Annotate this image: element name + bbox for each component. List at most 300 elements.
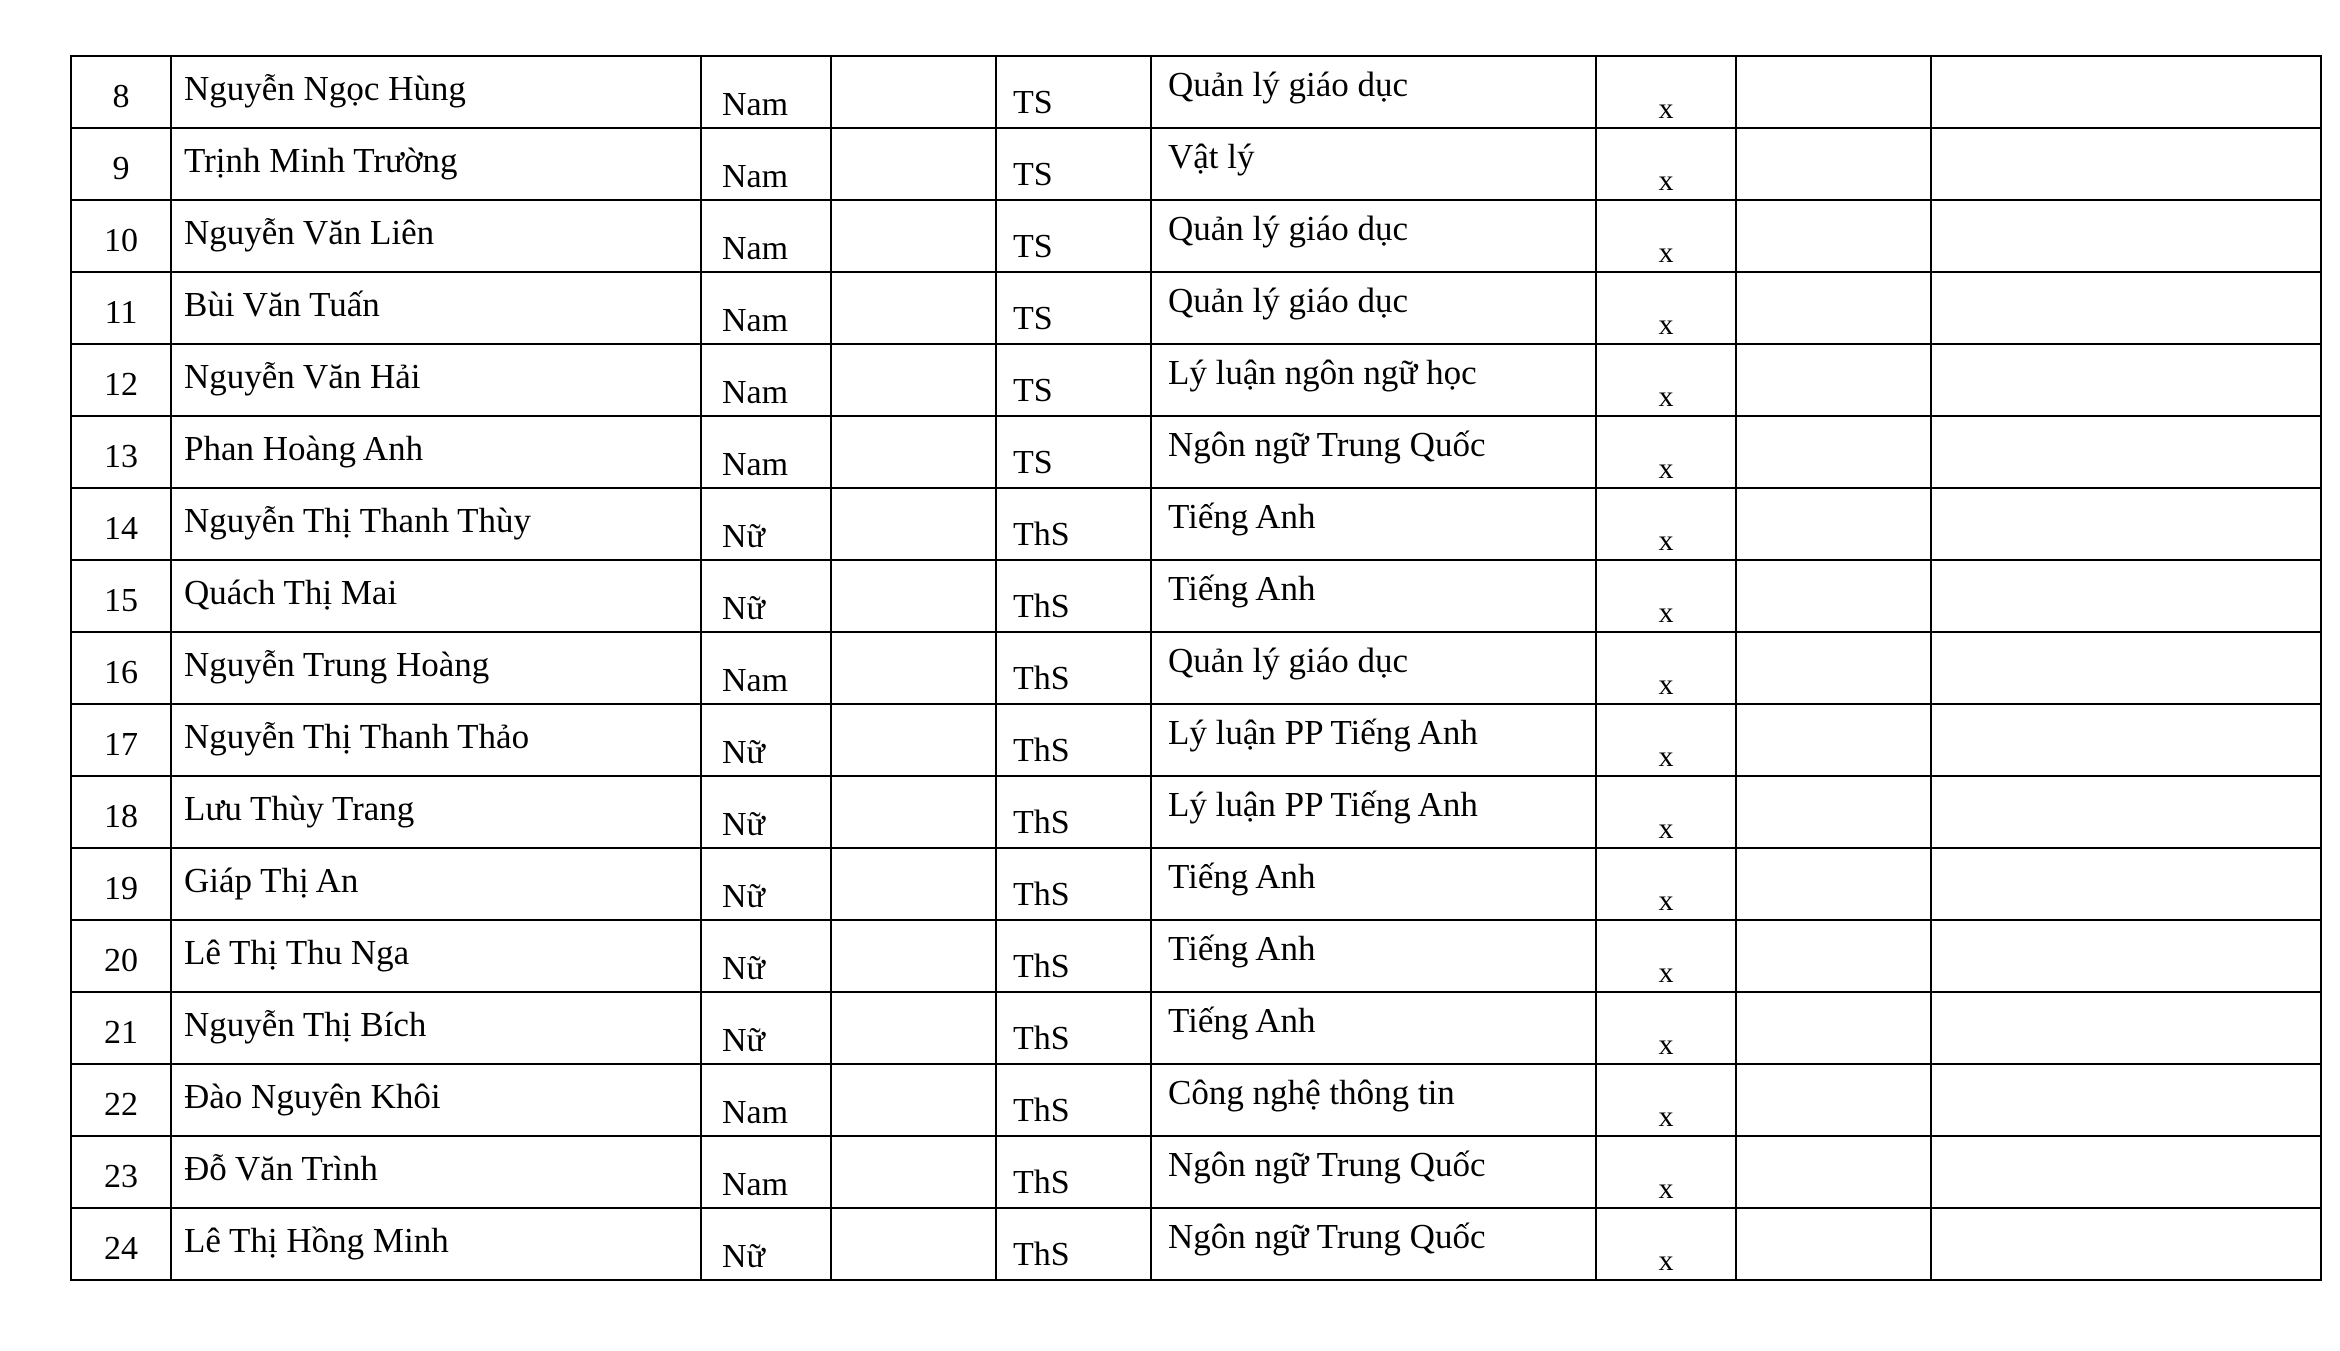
cell-name-text: Quách Thị Mai (184, 573, 398, 612)
table-row (71, 920, 2321, 992)
cell-mark-text: x (1658, 740, 1674, 773)
cell-name (171, 344, 701, 416)
cell-mark-text: x (1658, 308, 1674, 341)
cell-blank-3-text (1932, 777, 2320, 847)
cell-degree-text: ThS (1013, 516, 1070, 553)
cell-mark-text: x (1658, 524, 1674, 557)
cell-blank-3-text (1932, 849, 2320, 919)
cell-gender (701, 1208, 831, 1280)
staff-table (70, 55, 2322, 1281)
cell-blank-3-text (1932, 273, 2320, 343)
cell-blank-3 (1931, 1136, 2321, 1208)
cell-blank-1 (831, 704, 996, 776)
cell-name (171, 1064, 701, 1136)
cell-blank-2 (1736, 56, 1931, 128)
cell-blank-3-text (1932, 1137, 2320, 1207)
table-row (71, 1208, 2321, 1280)
cell-blank-2-text (1737, 705, 1930, 775)
cell-blank-2 (1736, 848, 1931, 920)
cell-name (171, 56, 701, 128)
cell-blank-2-text (1737, 201, 1930, 271)
cell-blank-1-text (832, 633, 995, 703)
cell-blank-3 (1931, 344, 2321, 416)
cell-gender-text: Nữ (722, 806, 765, 843)
cell-gender-text: Nam (722, 86, 789, 123)
cell-mark-text: x (1658, 92, 1674, 125)
cell-blank-1-text (832, 417, 995, 487)
cell-stt-text: 8 (112, 78, 130, 115)
table-row (71, 56, 2321, 128)
cell-blank-3 (1931, 200, 2321, 272)
cell-stt-text: 19 (104, 870, 138, 907)
cell-mark (1596, 272, 1736, 344)
cell-mark (1596, 200, 1736, 272)
cell-stt (71, 848, 171, 920)
cell-name (171, 560, 701, 632)
cell-blank-2 (1736, 272, 1931, 344)
cell-degree-text: TS (1013, 444, 1053, 481)
table-row (71, 488, 2321, 560)
cell-gender-text: Nam (722, 230, 789, 267)
cell-name-text: Lê Thị Hồng Minh (184, 1221, 449, 1260)
cell-stt (71, 776, 171, 848)
cell-major (1151, 992, 1596, 1064)
cell-mark (1596, 560, 1736, 632)
cell-mark (1596, 416, 1736, 488)
cell-name (171, 1208, 701, 1280)
cell-blank-3 (1931, 128, 2321, 200)
cell-mark-text: x (1658, 236, 1674, 269)
cell-major (1151, 56, 1596, 128)
cell-blank-1-text (832, 273, 995, 343)
cell-blank-2-text (1737, 417, 1930, 487)
cell-gender (701, 632, 831, 704)
cell-major-text: Tiếng Anh (1168, 857, 1316, 896)
cell-mark (1596, 848, 1736, 920)
cell-degree-text: ThS (1013, 732, 1070, 769)
cell-major (1151, 704, 1596, 776)
cell-name-text: Nguyễn Thị Thanh Thảo (184, 717, 530, 756)
cell-degree (996, 704, 1151, 776)
cell-blank-2-text (1737, 849, 1930, 919)
cell-stt-text: 12 (104, 366, 138, 403)
cell-gender (701, 1064, 831, 1136)
cell-mark-text: x (1658, 812, 1674, 845)
cell-stt (71, 704, 171, 776)
cell-stt (71, 128, 171, 200)
cell-mark (1596, 992, 1736, 1064)
cell-blank-3-text (1932, 633, 2320, 703)
cell-name (171, 704, 701, 776)
cell-blank-3-text (1932, 921, 2320, 991)
cell-blank-1-text (832, 705, 995, 775)
cell-degree-text: TS (1013, 84, 1053, 121)
cell-blank-2-text (1737, 273, 1930, 343)
cell-major (1151, 1136, 1596, 1208)
cell-blank-3 (1931, 776, 2321, 848)
cell-blank-3 (1931, 272, 2321, 344)
cell-blank-1-text (832, 561, 995, 631)
cell-mark (1596, 920, 1736, 992)
cell-stt-text: 17 (104, 726, 138, 763)
cell-mark-text: x (1658, 1100, 1674, 1133)
cell-blank-1 (831, 344, 996, 416)
cell-mark-text: x (1658, 596, 1674, 629)
cell-blank-2 (1736, 776, 1931, 848)
cell-degree-text: ThS (1013, 1164, 1070, 1201)
cell-stt-text: 16 (104, 654, 138, 691)
cell-stt-text: 18 (104, 798, 138, 835)
cell-mark-text: x (1658, 164, 1674, 197)
cell-name-text: Nguyễn Ngọc Hùng (184, 69, 466, 108)
cell-mark-text: x (1658, 1244, 1674, 1277)
cell-degree (996, 344, 1151, 416)
cell-blank-3 (1931, 416, 2321, 488)
cell-blank-2 (1736, 200, 1931, 272)
cell-stt (71, 1064, 171, 1136)
cell-major (1151, 632, 1596, 704)
cell-blank-1-text (832, 777, 995, 847)
cell-blank-1-text (832, 993, 995, 1063)
cell-blank-2-text (1737, 921, 1930, 991)
cell-major (1151, 128, 1596, 200)
cell-gender-text: Nam (722, 662, 789, 699)
cell-major-text: Lý luận PP Tiếng Anh (1168, 785, 1478, 824)
table-row (71, 848, 2321, 920)
cell-gender (701, 560, 831, 632)
cell-major (1151, 272, 1596, 344)
cell-blank-3-text (1932, 417, 2320, 487)
cell-name (171, 632, 701, 704)
cell-degree (996, 1136, 1151, 1208)
cell-gender-text: Nữ (722, 590, 765, 627)
cell-major-text: Quản lý giáo dục (1168, 281, 1409, 320)
cell-degree-text: ThS (1013, 948, 1070, 985)
cell-blank-3 (1931, 488, 2321, 560)
table-row (71, 776, 2321, 848)
cell-name-text: Nguyễn Trung Hoàng (184, 645, 490, 684)
cell-major-text: Ngôn ngữ Trung Quốc (1168, 425, 1486, 464)
cell-gender-text: Nữ (722, 878, 765, 915)
cell-blank-3 (1931, 632, 2321, 704)
cell-major-text: Quản lý giáo dục (1168, 641, 1409, 680)
cell-blank-3-text (1932, 489, 2320, 559)
table-row (71, 992, 2321, 1064)
cell-name-text: Lưu Thùy Trang (184, 789, 415, 828)
cell-blank-3-text (1932, 561, 2320, 631)
cell-major-text: Tiếng Anh (1168, 1001, 1316, 1040)
cell-degree (996, 848, 1151, 920)
cell-name (171, 200, 701, 272)
cell-degree (996, 200, 1151, 272)
cell-degree (996, 776, 1151, 848)
cell-stt (71, 632, 171, 704)
cell-gender (701, 56, 831, 128)
cell-degree-text: ThS (1013, 1236, 1070, 1273)
cell-name (171, 272, 701, 344)
cell-blank-2 (1736, 344, 1931, 416)
cell-stt-text: 24 (104, 1230, 138, 1267)
table-row (71, 1064, 2321, 1136)
cell-stt (71, 920, 171, 992)
cell-blank-2 (1736, 1136, 1931, 1208)
table-row (71, 272, 2321, 344)
cell-mark-text: x (1658, 956, 1674, 989)
cell-degree (996, 128, 1151, 200)
cell-major-text: Lý luận PP Tiếng Anh (1168, 713, 1478, 752)
cell-name-text: Phan Hoàng Anh (184, 429, 424, 468)
cell-gender (701, 416, 831, 488)
cell-major (1151, 416, 1596, 488)
table-row (71, 344, 2321, 416)
cell-stt (71, 560, 171, 632)
cell-stt-text: 20 (104, 942, 138, 979)
cell-stt (71, 1208, 171, 1280)
cell-blank-1 (831, 488, 996, 560)
cell-degree-text: TS (1013, 228, 1053, 265)
cell-stt (71, 344, 171, 416)
cell-gender (701, 488, 831, 560)
cell-blank-3 (1931, 920, 2321, 992)
cell-stt-text: 14 (104, 510, 138, 547)
cell-blank-1 (831, 992, 996, 1064)
cell-major-text: Vật lý (1168, 137, 1255, 176)
cell-gender (701, 200, 831, 272)
cell-major (1151, 1064, 1596, 1136)
cell-stt-text: 22 (104, 1086, 138, 1123)
cell-stt-text: 11 (104, 294, 138, 331)
cell-major-text: Tiếng Anh (1168, 497, 1316, 536)
cell-gender (701, 344, 831, 416)
cell-major (1151, 776, 1596, 848)
cell-blank-3 (1931, 992, 2321, 1064)
cell-gender (701, 272, 831, 344)
cell-mark (1596, 1208, 1736, 1280)
table-row (71, 416, 2321, 488)
cell-blank-1-text (832, 1137, 995, 1207)
cell-name-text: Trịnh Minh Trường (184, 141, 458, 180)
cell-blank-2-text (1737, 1065, 1930, 1135)
cell-major (1151, 200, 1596, 272)
cell-blank-3 (1931, 560, 2321, 632)
cell-stt-text: 15 (104, 582, 138, 619)
cell-gender-text: Nữ (722, 1238, 765, 1275)
cell-blank-3-text (1932, 345, 2320, 415)
cell-gender-text: Nam (722, 1166, 789, 1203)
cell-major-text: Tiếng Anh (1168, 569, 1316, 608)
cell-degree (996, 272, 1151, 344)
cell-stt-text: 9 (112, 150, 130, 187)
cell-name (171, 776, 701, 848)
cell-degree (996, 1064, 1151, 1136)
cell-blank-1-text (832, 849, 995, 919)
cell-degree (996, 632, 1151, 704)
cell-mark (1596, 632, 1736, 704)
cell-name-text: Nguyễn Văn Liên (184, 213, 435, 252)
cell-stt (71, 992, 171, 1064)
cell-blank-3-text (1932, 1065, 2320, 1135)
cell-major (1151, 488, 1596, 560)
cell-stt-text: 21 (104, 1014, 138, 1051)
cell-degree (996, 920, 1151, 992)
cell-blank-2-text (1737, 1137, 1930, 1207)
cell-blank-3 (1931, 56, 2321, 128)
cell-gender (701, 704, 831, 776)
cell-name-text: Bùi Văn Tuấn (184, 285, 380, 324)
cell-gender-text: Nam (722, 1094, 789, 1131)
cell-gender-text: Nam (722, 158, 789, 195)
cell-blank-2 (1736, 920, 1931, 992)
cell-blank-2 (1736, 704, 1931, 776)
cell-blank-2 (1736, 488, 1931, 560)
cell-degree (996, 1208, 1151, 1280)
cell-gender-text: Nam (722, 374, 789, 411)
cell-degree-text: ThS (1013, 588, 1070, 625)
cell-blank-3-text (1932, 57, 2320, 127)
cell-major (1151, 560, 1596, 632)
cell-blank-2 (1736, 560, 1931, 632)
cell-mark-text: x (1658, 1172, 1674, 1205)
cell-mark (1596, 56, 1736, 128)
cell-name-text: Đào Nguyên Khôi (184, 1077, 441, 1116)
cell-blank-3 (1931, 704, 2321, 776)
cell-major-text: Ngôn ngữ Trung Quốc (1168, 1145, 1486, 1184)
cell-blank-1 (831, 632, 996, 704)
table-row (71, 1136, 2321, 1208)
table-row (71, 560, 2321, 632)
cell-degree-text: ThS (1013, 1020, 1070, 1057)
cell-blank-3-text (1932, 993, 2320, 1063)
cell-major-text: Quản lý giáo dục (1168, 209, 1409, 248)
cell-name (171, 848, 701, 920)
cell-gender-text: Nam (722, 446, 789, 483)
cell-blank-1-text (832, 201, 995, 271)
cell-blank-1 (831, 200, 996, 272)
cell-major (1151, 848, 1596, 920)
cell-gender-text: Nữ (722, 734, 765, 771)
cell-stt (71, 488, 171, 560)
cell-blank-3-text (1932, 129, 2320, 199)
cell-blank-2-text (1737, 57, 1930, 127)
cell-blank-2-text (1737, 1209, 1930, 1279)
cell-name (171, 1136, 701, 1208)
cell-stt (71, 200, 171, 272)
cell-stt-text: 13 (104, 438, 138, 475)
cell-blank-2 (1736, 992, 1931, 1064)
cell-degree-text: ThS (1013, 1092, 1070, 1129)
cell-name-text: Nguyễn Thị Thanh Thùy (184, 501, 532, 540)
cell-blank-2-text (1737, 777, 1930, 847)
cell-gender (701, 128, 831, 200)
cell-degree-text: TS (1013, 156, 1053, 193)
cell-gender (701, 776, 831, 848)
cell-blank-3-text (1932, 201, 2320, 271)
cell-blank-1 (831, 56, 996, 128)
cell-gender (701, 920, 831, 992)
table-row (71, 128, 2321, 200)
cell-mark (1596, 128, 1736, 200)
cell-name-text: Nguyễn Thị Bích (184, 1005, 427, 1044)
cell-gender-text: Nam (722, 302, 789, 339)
cell-blank-1-text (832, 345, 995, 415)
table-row (71, 704, 2321, 776)
cell-blank-1-text (832, 921, 995, 991)
cell-blank-3 (1931, 848, 2321, 920)
cell-blank-3 (1931, 1208, 2321, 1280)
cell-mark-text: x (1658, 884, 1674, 917)
cell-blank-2 (1736, 128, 1931, 200)
cell-blank-1 (831, 848, 996, 920)
cell-blank-2-text (1737, 489, 1930, 559)
cell-gender (701, 1136, 831, 1208)
cell-blank-1 (831, 1064, 996, 1136)
cell-blank-2-text (1737, 633, 1930, 703)
table-row (71, 632, 2321, 704)
cell-mark-text: x (1658, 452, 1674, 485)
cell-major-text: Lý luận ngôn ngữ học (1168, 353, 1477, 392)
cell-name (171, 416, 701, 488)
cell-degree-text: ThS (1013, 876, 1070, 913)
cell-blank-1-text (832, 129, 995, 199)
cell-blank-2-text (1737, 129, 1930, 199)
cell-major-text: Công nghệ thông tin (1168, 1073, 1455, 1112)
cell-blank-2 (1736, 1064, 1931, 1136)
cell-blank-1 (831, 1208, 996, 1280)
cell-mark (1596, 1136, 1736, 1208)
cell-blank-2-text (1737, 993, 1930, 1063)
cell-degree (996, 56, 1151, 128)
cell-degree-text: ThS (1013, 660, 1070, 697)
cell-mark (1596, 776, 1736, 848)
cell-blank-2 (1736, 416, 1931, 488)
cell-blank-1 (831, 920, 996, 992)
cell-major (1151, 1208, 1596, 1280)
cell-name (171, 992, 701, 1064)
cell-blank-1 (831, 560, 996, 632)
cell-gender-text: Nữ (722, 1022, 765, 1059)
cell-name-text: Lê Thị Thu Nga (184, 933, 410, 972)
cell-blank-2-text (1737, 345, 1930, 415)
cell-stt (71, 272, 171, 344)
cell-blank-1 (831, 128, 996, 200)
cell-name (171, 920, 701, 992)
cell-blank-1 (831, 1136, 996, 1208)
cell-gender (701, 848, 831, 920)
cell-name-text: Giáp Thị An (184, 861, 359, 900)
cell-degree-text: TS (1013, 372, 1053, 409)
cell-major-text: Quản lý giáo dục (1168, 65, 1409, 104)
cell-mark-text: x (1658, 668, 1674, 701)
cell-mark-text: x (1658, 1028, 1674, 1061)
cell-blank-1-text (832, 1065, 995, 1135)
cell-degree-text: ThS (1013, 804, 1070, 841)
cell-degree (996, 992, 1151, 1064)
cell-degree (996, 416, 1151, 488)
cell-blank-1 (831, 776, 996, 848)
cell-stt-text: 23 (104, 1158, 138, 1195)
cell-blank-1-text (832, 489, 995, 559)
table-body (71, 56, 2321, 1280)
cell-major-text: Ngôn ngữ Trung Quốc (1168, 1217, 1486, 1256)
cell-stt (71, 416, 171, 488)
cell-major (1151, 920, 1596, 992)
cell-gender-text: Nữ (722, 950, 765, 987)
cell-blank-1-text (832, 1209, 995, 1279)
cell-degree (996, 560, 1151, 632)
cell-name-text: Nguyễn Văn Hải (184, 357, 421, 396)
cell-blank-3-text (1932, 1209, 2320, 1279)
cell-gender-text: Nữ (722, 518, 765, 555)
